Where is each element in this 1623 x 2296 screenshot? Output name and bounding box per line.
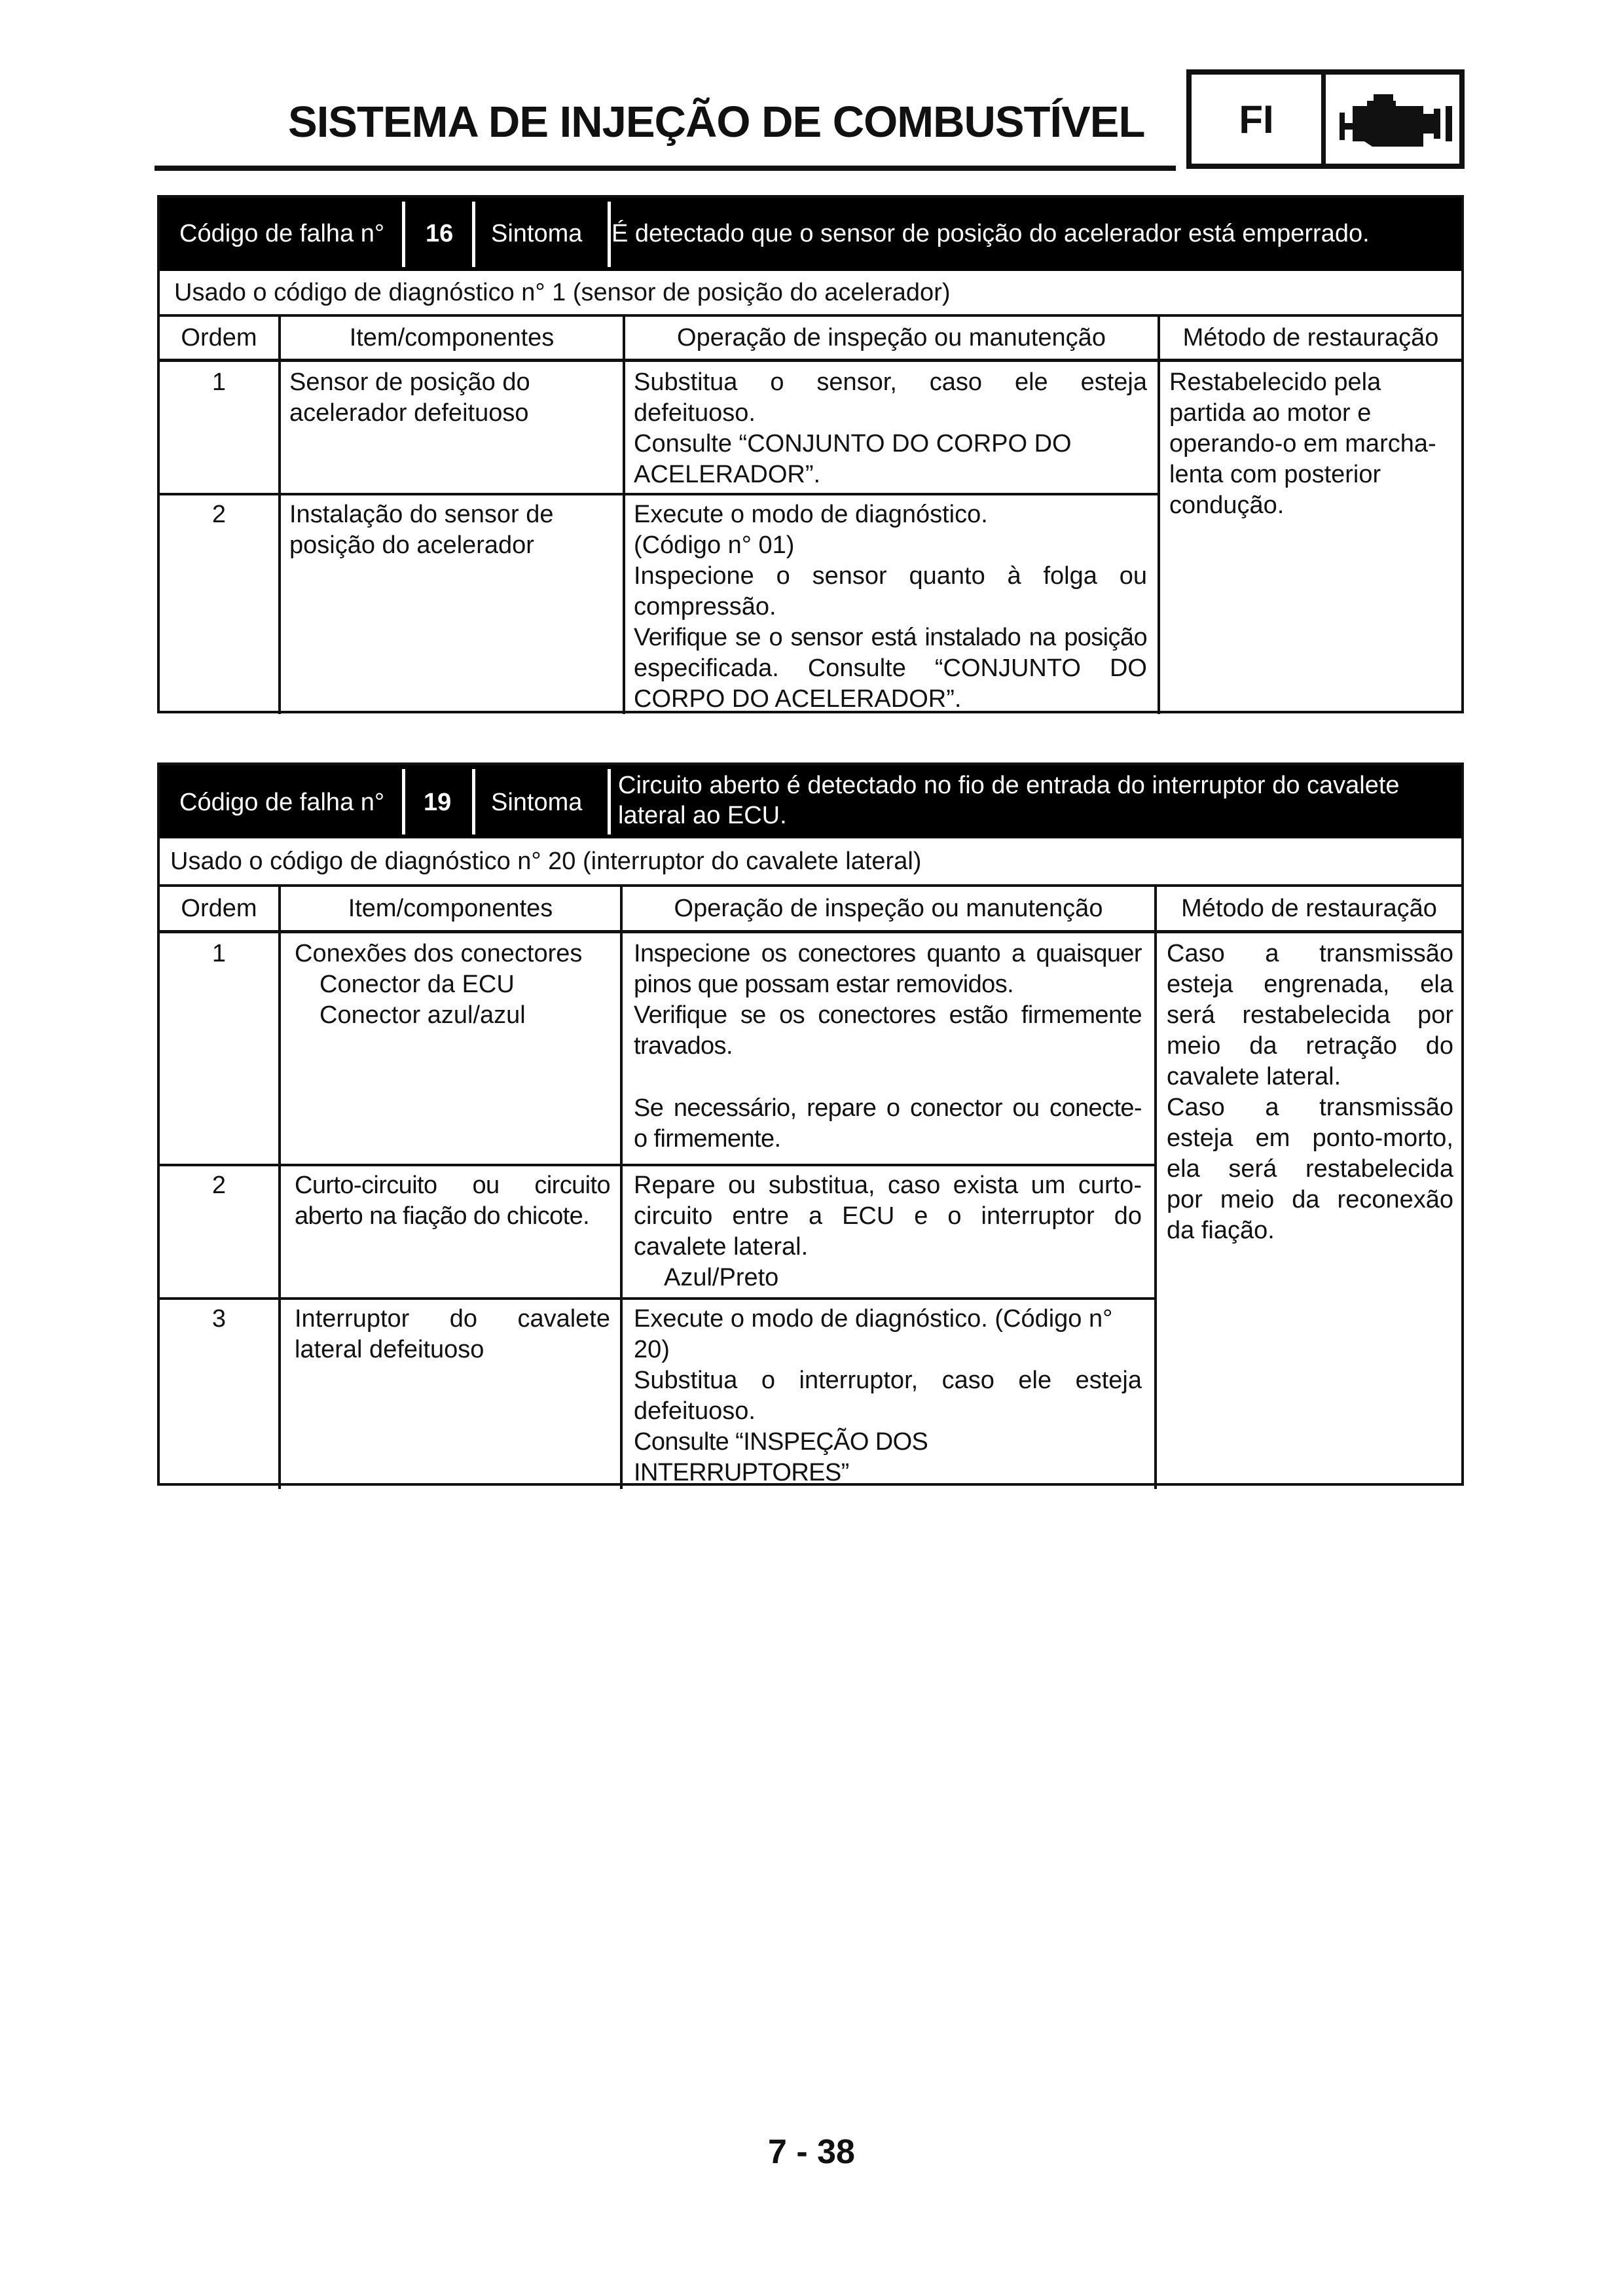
restoration-line: operando-o em marcha-	[1169, 430, 1436, 457]
operation-line: Inspecione o sensor quanto à folga ou	[634, 562, 1147, 590]
table-row-operation	[634, 1304, 1142, 1488]
operation-line: compressão.	[634, 593, 776, 620]
operation-line: Execute o modo de diagnóstico. (Código n°	[634, 1305, 1113, 1333]
col-item: Item/componentes	[348, 894, 553, 922]
fault-header	[160, 765, 1461, 838]
engine-icon	[1336, 86, 1460, 158]
restoration-line: lenta com posterior	[1169, 461, 1381, 488]
fault-table-16	[157, 195, 1464, 713]
restoration-line: esteja em ponto-morto,	[1167, 1124, 1453, 1152]
symptom-text: lateral ao ECU.	[618, 802, 787, 829]
table-row-item	[289, 367, 610, 429]
operation-line: Consulte “INSPEÇÃO DOS	[634, 1428, 928, 1456]
diagnostic-text: Usado o código de diagnóstico n° 1 (sensor de posição do acelerador)	[174, 279, 951, 306]
restoration-line: partida ao motor e	[1169, 399, 1372, 427]
item-line: Curto-circuito ou circuito	[295, 1172, 610, 1199]
operation-line: Execute o modo de diagnóstico.	[634, 501, 988, 528]
operation-line: pinos que possam estar removidos.	[634, 971, 1014, 998]
restoration-line: meio da retração do	[1167, 1032, 1453, 1060]
operation-line: (Código n° 01)	[634, 531, 795, 559]
restoration-line: da fiação.	[1167, 1217, 1275, 1244]
item-line: Conector azul/azul	[319, 1001, 526, 1029]
operation-line: INTERRUPTORES”	[634, 1459, 849, 1486]
col-item: Item/componentes	[349, 323, 555, 351]
operation-line: o firmemente.	[634, 1125, 781, 1153]
table-row-order: 1	[211, 940, 227, 967]
restoration-line: por meio da reconexão	[1167, 1186, 1453, 1213]
operation-line: Repare ou substitua, caso exista um curto-	[634, 1172, 1142, 1199]
operation-line: 20)	[634, 1336, 670, 1363]
restoration-line: esteja engrenada, ela	[1167, 971, 1453, 998]
item-line: acelerador defeituoso	[289, 399, 529, 427]
restoration-line: Caso a transmissão	[1167, 940, 1453, 967]
operation-line: cavalete lateral.	[634, 1233, 809, 1261]
operation-line: defeituoso.	[634, 399, 756, 427]
symptom-text: É detectado que o sensor de posição do acelerador está emperrado.	[611, 220, 1370, 247]
diagnostic-row	[160, 838, 1461, 887]
operation-line: travados.	[634, 1032, 733, 1060]
item-line: Conexões dos conectores	[295, 940, 583, 967]
badge-label: FI	[1192, 75, 1326, 164]
table-row-order: 2	[211, 1172, 227, 1199]
operation-line: Inspecione os conectores quanto a quaisquer	[634, 940, 1142, 967]
section-badge	[1186, 69, 1465, 169]
table-row-item	[295, 939, 609, 1031]
restoration-line: Caso a transmissão	[1167, 1094, 1453, 1121]
symptom-label: Sintoma	[491, 789, 583, 816]
operation-line: especificada. Consulte “CONJUNTO DO	[634, 655, 1147, 682]
table-row-item	[295, 1170, 610, 1232]
item-line: aberto na fiação do chicote.	[295, 1202, 590, 1230]
item-line: Sensor de posição do	[289, 368, 530, 396]
restoration-line: cavalete lateral.	[1167, 1063, 1341, 1090]
table-body	[160, 933, 1461, 1489]
restoration-line: ela será restabelecida	[1167, 1155, 1453, 1183]
operation-line: Azul/Preto	[664, 1264, 779, 1291]
restoration-line: será restabelecida por	[1167, 1001, 1453, 1029]
column-header-row	[160, 887, 1461, 933]
table-row-operation	[634, 367, 1147, 490]
fault-code-label: Código de falha n°	[179, 220, 385, 247]
fault-table-19	[157, 762, 1464, 1486]
operation-line: Verifique se os conectores estão firmemente	[634, 1001, 1142, 1029]
page-title: SISTEMA DE INJEÇÃO DE COMBUSTÍVEL	[288, 98, 1145, 147]
col-operation: Operação de inspeção ou manutenção	[677, 323, 1106, 351]
column-header-row	[160, 317, 1461, 362]
operation-line: ACELERADOR”.	[634, 461, 821, 488]
restoration-line: Restabelecido pela	[1169, 368, 1381, 396]
operation-line: CORPO DO ACELERADOR”.	[634, 685, 962, 713]
col-operation: Operação de inspeção ou manutenção	[674, 894, 1103, 922]
item-line: Instalação do sensor de	[289, 501, 554, 528]
operation-line: defeituoso.	[634, 1397, 756, 1425]
col-order: Ordem	[181, 323, 257, 351]
table-row-operation	[634, 939, 1142, 1155]
fault-code-value: 19	[424, 789, 452, 816]
item-line: lateral defeituoso	[295, 1336, 484, 1363]
title-underline	[155, 166, 1176, 171]
operation-line: Verifique se o sensor está instalado na posição	[634, 624, 1147, 651]
col-order: Ordem	[181, 894, 257, 922]
table-row-order: 3	[211, 1305, 227, 1333]
operation-line: Consulte “CONJUNTO DO CORPO DO	[634, 430, 1072, 457]
restoration-cell	[1167, 939, 1453, 1246]
table-body	[160, 362, 1461, 714]
restoration-cell	[1169, 367, 1452, 521]
restoration-line: condução.	[1169, 492, 1285, 519]
fault-code-value: 16	[426, 220, 454, 247]
symptom-label: Sintoma	[491, 220, 583, 247]
operation-line: Se necessário, repare o conector ou conecte-	[634, 1094, 1142, 1122]
item-line: posição do acelerador	[289, 531, 534, 559]
operation-line: Substitua o sensor, caso ele esteja	[634, 368, 1147, 396]
col-restoration: Método de restauração	[1181, 894, 1437, 922]
table-row-order: 1	[211, 368, 227, 396]
col-restoration: Método de restauração	[1182, 323, 1439, 351]
operation-line: circuito entre a ECU e o interruptor do	[634, 1202, 1142, 1230]
operation-line: Substitua o interruptor, caso ele esteja	[634, 1367, 1142, 1394]
table-row-operation	[634, 1170, 1142, 1293]
fault-header	[160, 198, 1461, 271]
table-row-item	[295, 1304, 610, 1365]
table-row-order: 2	[211, 501, 227, 528]
diagnostic-text: Usado o código de diagnóstico n° 20 (interruptor do cavalete lateral)	[170, 848, 922, 875]
page-number: 7 - 38	[768, 2133, 855, 2171]
symptom-text: Circuito aberto é detectado no fio de entrada do interruptor do cavalete	[618, 772, 1400, 799]
item-line: Conector da ECU	[319, 971, 515, 998]
table-row-operation	[634, 499, 1147, 715]
fault-code-label: Código de falha n°	[179, 789, 385, 816]
table-row-item	[289, 499, 610, 561]
diagnostic-row	[160, 271, 1461, 317]
item-line: Interruptor do cavalete	[295, 1305, 610, 1333]
